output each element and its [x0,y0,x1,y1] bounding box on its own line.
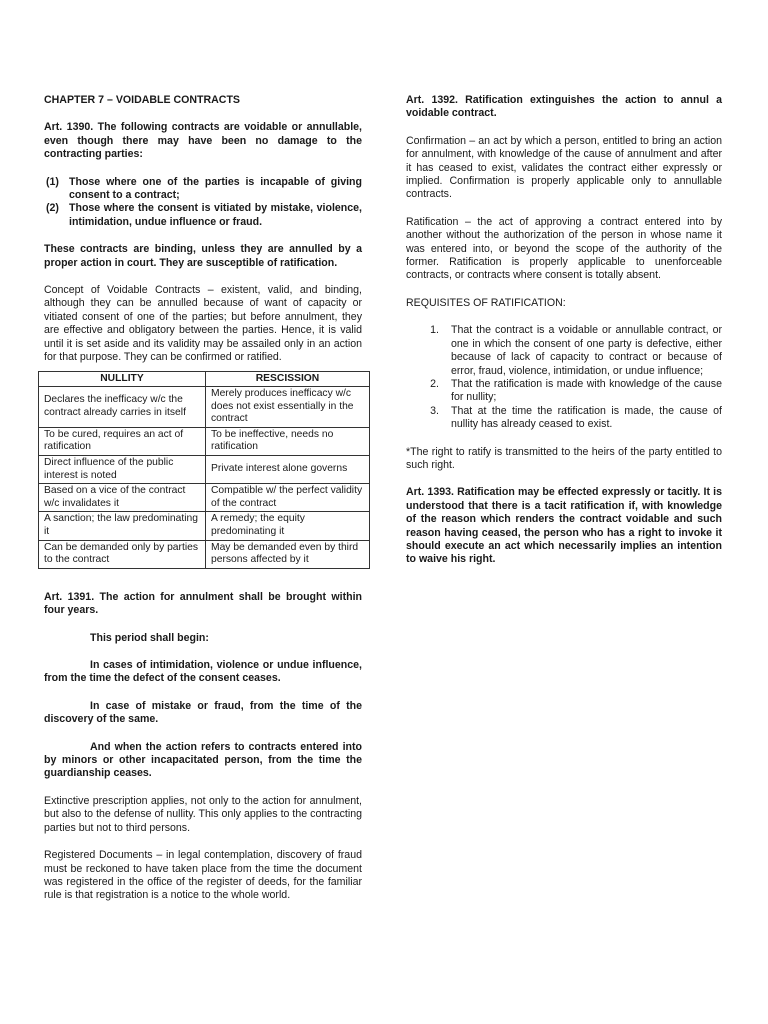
header-nullity: NULLITY [39,371,206,387]
table-row [39,456,370,484]
table-cell: To be cured, requires an act of ratification [39,427,206,455]
table-cell: May be demanded even by third persons affected by it [206,540,370,568]
art-1390-text: Art. 1390. The following contracts are voidable or annullable, even though there may have been no damage to the contracting parties: [44,121,362,161]
table-cell: Declares the inefficacy w/c the contract already carries in itself [39,387,206,428]
left-column [44,94,362,903]
confirmation-paragraph: Confirmation – an act by which a person, entitled to bring an action for annulment, with knowledge of the cause of annulment and after it has ceased to exist, validates the contract either expressly or implied. Confirmation is properly applicable only to annullable contracts. [406,134,722,201]
list-item: 1. That the contract is a voidable or annullable contract, or one in which the consent of one party is defective, either because of lack of capacity to contract or because of error, fraud, violence, intimidation, or undue influence; [430,324,722,377]
table-cell: Compatible w/ the perfect validity of the contract [206,484,370,512]
art-1390-list [44,176,362,230]
binding-note: These contracts are binding, unless they are annulled by a proper action in court. They are susceptible of ratification. [44,243,362,269]
table-row [39,512,370,540]
table-cell: Can be demanded only by parties to the contract [39,540,206,568]
table-row [39,540,370,568]
period-begin: This period shall begin: [90,631,209,644]
art-1393-text: Art. 1393. Ratification may be effected expressly or tacitly. It is understood that there is a tacit ratification if, with knowledge of the reason which renders the contract voidable and such reason having ceased, the person who has a right to invoke it should execute an act which necessarily implies an intention to waive his right. [406,486,722,566]
extinctive-prescription: Extinctive prescription applies, not only to the action for annulment, but also to the defense of nullity. This only applies to the contracting parties but not to third persons. [44,794,362,834]
requisites-title: REQUISITES OF RATIFICATION: [406,296,566,309]
right-column [406,94,722,567]
table-header-row [39,371,370,387]
table-cell: Private interest alone governs [206,456,370,484]
list-item: (1) Those where one of the parties is incapable of giving consent to a contract; [46,175,362,202]
table-cell: Merely produces inefficacy w/c does not exist essentially in the contract [206,387,370,428]
table-row [39,484,370,512]
period-minors: And when the action refers to contracts entered into by minors or other incapacitated person, from the time the guardianship ceases. [44,740,362,780]
table-cell: A sanction; the law predominating it [39,512,206,540]
ratification-paragraph: Ratification – the act of approving a contract entered into by another without the authorization of the person in whose name it was entered into, or beyond the scope of the authority of the former. Ratification is properly applicable to unenforceable contracts, or contracts where consent is totally absent. [406,215,722,282]
list-item: (2) Those where the consent is vitiated by mistake, violence, intimidation, undue influence or fraud. [46,202,362,228]
art-1392-text: Art. 1392. Ratification extinguishes the action to annul a voidable contract. [406,94,722,120]
table-cell: Based on a vice of the contract w/c invalidates it [39,484,206,512]
list-item: 2. That the ratification is made with knowledge of the cause for nullity; [430,377,722,404]
table-cell: A remedy; the equity predominating it [206,512,370,540]
registered-documents: Registered Documents – in legal contemplation, discovery of fraud must be reckoned to have taken place from the time the document was registered in the office of the register of deeds, for the familiar rule is that registration is a notice to the whole world. [44,849,362,902]
art-1391-text: Art. 1391. The action for annulment shall be brought within four years. [44,590,362,617]
period-mistake-fraud: In case of mistake or fraud, from the time of the discovery of the same. [44,699,362,726]
requisites-list [406,324,722,431]
table-cell: To be ineffective, needs no ratification [206,427,370,455]
right-to-ratify-note: *The right to ratify is transmitted to the heirs of the party entitled to such right. [406,445,722,471]
list-item: 3. That at the time the ratification is made, the cause of nullity has already ceased to exist. [430,404,722,431]
chapter-title: CHAPTER 7 – VOIDABLE CONTRACTS [44,94,240,106]
table-row [39,427,370,455]
header-rescission: RESCISSION [206,371,370,387]
table-row [39,387,370,428]
concept-paragraph: Concept of Voidable Contracts – existent, valid, and binding, although they can be annulled because of want of capacity or vitiated consent of one of the parties; but before annulment, they are effective and obligatory between the parties. Hence, it is valid until it is set aside and its validity may be assailed only in an action for that purpose. They can be confirmed or ratified. [44,284,362,364]
nullity-rescission-table [38,371,370,569]
period-intimidation: In cases of intimidation, violence or undue influence, from the time the defect of the consent ceases. [44,659,362,685]
table-cell: Direct influence of the public interest is noted [39,456,206,484]
